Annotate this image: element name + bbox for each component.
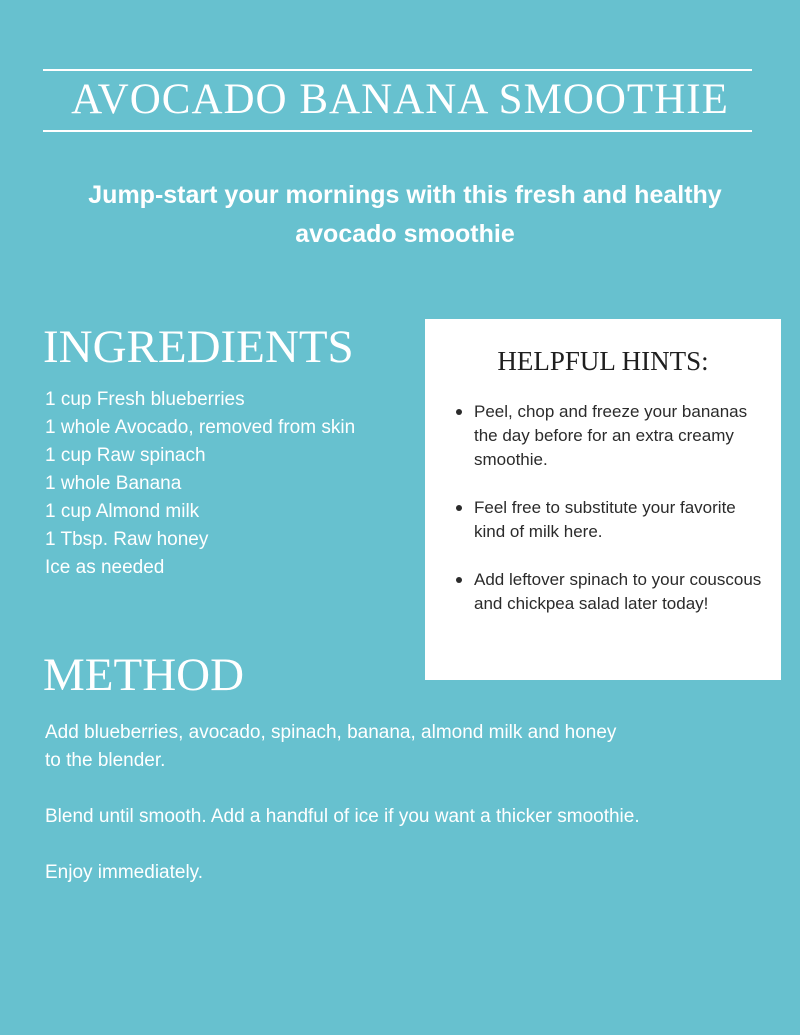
ingredient-item: 1 whole Banana <box>45 473 182 494</box>
subtitle: Jump-start your mornings with this fresh and healthy avocado smoothie <box>88 181 722 248</box>
page-title: AVOCADO BANANA SMOOTHIE <box>71 76 729 123</box>
title-bottom-rule <box>43 130 752 132</box>
ingredient-item: 1 Tbsp. Raw honey <box>45 529 209 550</box>
method-step: Blend until smooth. Add a handful of ice if you want a thicker smoothie. <box>45 806 640 827</box>
helpful-hints-list <box>474 400 764 640</box>
helpful-hints-heading: HELPFUL HINTS: <box>497 346 709 376</box>
method-step: Enjoy immediately. <box>45 862 204 883</box>
hint-item: Feel free to substitute your favorite kind of milk here. <box>474 496 764 544</box>
ingredient-item: 1 cup Almond milk <box>45 501 200 522</box>
ingredients-heading: INGREDIENTS <box>43 321 354 373</box>
method-heading: METHOD <box>43 649 245 701</box>
ingredient-item: 1 cup Raw spinach <box>45 445 206 466</box>
ingredient-item: 1 cup Fresh blueberries <box>45 389 245 410</box>
hint-item: Peel, chop and freeze your bananas the day before for an extra creamy smoothie. <box>474 400 764 472</box>
method-steps <box>45 719 785 915</box>
title-top-rule <box>43 69 752 71</box>
method-step: Add blueberries, avocado, spinach, banana, almond milk and honey to the blender. <box>45 722 617 771</box>
hint-item: Add leftover spinach to your couscous and chickpea salad later today! <box>474 568 764 616</box>
ingredient-item: 1 whole Avocado, removed from skin <box>45 417 356 438</box>
ingredient-item: Ice as needed <box>45 557 165 578</box>
ingredients-list <box>45 386 355 582</box>
